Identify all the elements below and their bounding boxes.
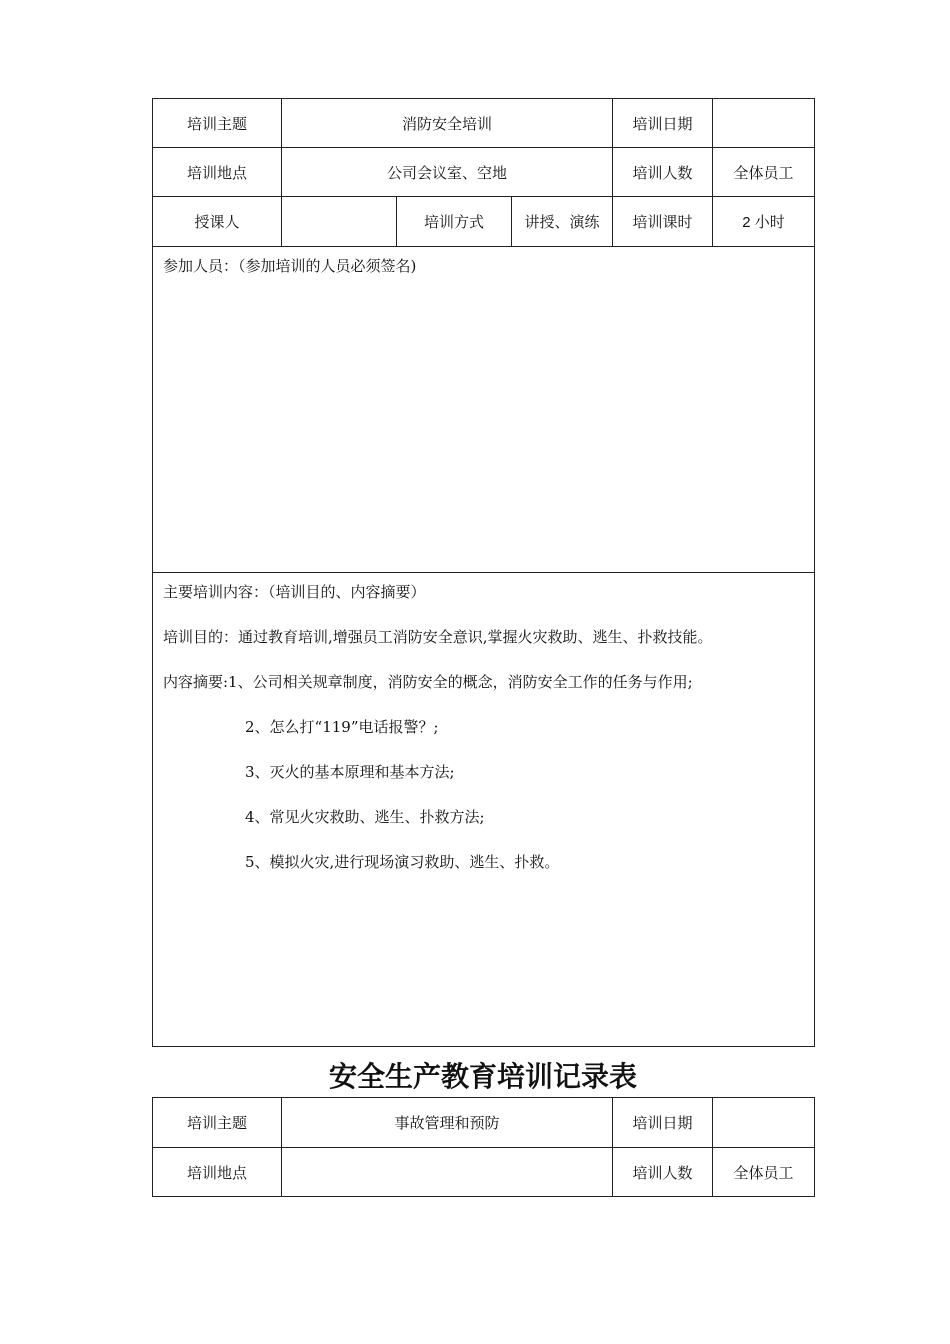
count-label-2: 培训人数: [613, 1148, 713, 1197]
location-value: 公司会议室、空地: [282, 148, 613, 197]
count-value-2: 全体员工: [713, 1148, 815, 1197]
teacher-label: 授课人: [153, 197, 282, 247]
purpose-line: 培训目的：通过教育培训,增强员工消防安全意识,掌握火灾救助、逃生、扑救技能。: [163, 628, 713, 646]
summary-line-5: 5、模拟火灾,进行现场演习救助、逃生、扑救。: [245, 853, 560, 871]
date-value: [713, 99, 815, 148]
date-value-2: [713, 1098, 815, 1148]
hours-label: 培训课时: [613, 197, 713, 247]
location-key-2: 培训地点: [153, 1148, 282, 1197]
topic-label-2: 培训主题: [153, 1098, 282, 1148]
topic-label: 培训主题: [153, 99, 282, 148]
summary-line-3: 3、灭火的基本原理和基本方法;: [245, 763, 455, 781]
location-value-2: [282, 1148, 613, 1197]
content-cell: [153, 573, 815, 1047]
section-title: 安全生产教育培训记录表: [328, 1060, 637, 1093]
summary-line-1: 内容摘要:1、公司相关规章制度，消防安全的概念，消防安全工作的任务与作用;: [163, 673, 693, 691]
summary-line-2: 2、怎么打“119”电话报警？;: [245, 718, 439, 736]
count-value: 全体员工: [713, 148, 815, 197]
location-key: 培训地点: [153, 148, 282, 197]
date-label: 培训日期: [613, 99, 713, 148]
date-label-2: 培训日期: [613, 1098, 713, 1148]
content-header: 主要培训内容：（培训目的、内容摘要）: [163, 583, 426, 601]
method-label: 培训方式: [397, 197, 512, 247]
topic-value: 消防安全培训: [282, 99, 613, 148]
hours-value: 2 小时: [713, 197, 815, 247]
attendees-label: 参加人员：（参加培训的人员必须签名): [163, 257, 417, 275]
training-record-table-2: [152, 1097, 815, 1197]
method-value: 讲授、演练: [512, 197, 613, 247]
training-record-table-1: [152, 98, 815, 1047]
summary-line-4: 4、常见火灾救助、逃生、扑救方法;: [245, 808, 485, 826]
count-label: 培训人数: [613, 148, 713, 197]
teacher-value: [282, 197, 397, 247]
attendees-cell: [153, 247, 815, 573]
topic-value-2: 事故管理和预防: [282, 1098, 613, 1148]
